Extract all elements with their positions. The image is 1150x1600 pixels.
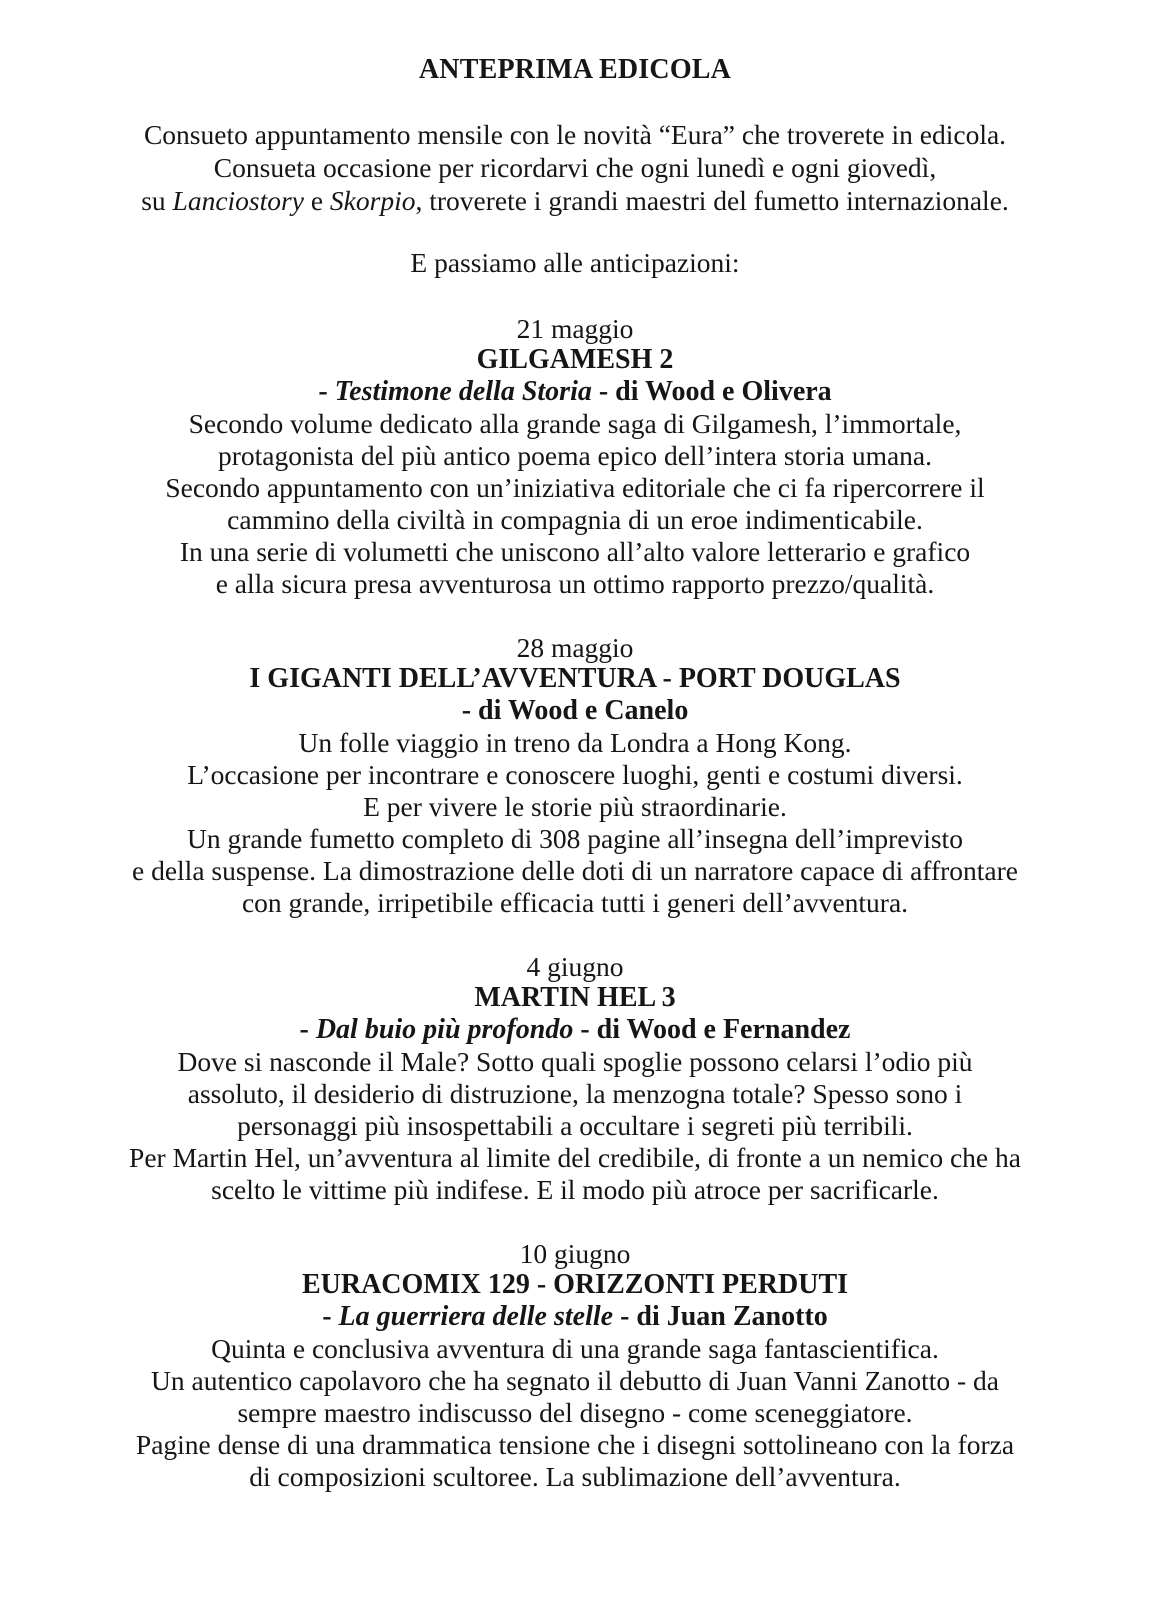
description-line: protagonista del più antico poema epico dell’intera storia umana. — [218, 440, 932, 471]
entry — [30, 313, 1120, 600]
description-line: Secondo appuntamento con un’iniziativa editoriale che ci fa ripercorrere il — [165, 472, 985, 503]
entry-subtitle — [30, 695, 1120, 727]
intro-line: Consueto appuntamento mensile con le novità “Eura” che troverete in edicola. — [143, 119, 1007, 150]
subtitle-authors: - di Wood e Olivera — [591, 376, 832, 407]
page-heading: ANTEPRIMA EDICOLA — [418, 54, 732, 85]
description-line: assoluto, il desiderio di distruzione, la menzogna totale? Spesso sono i — [187, 1078, 963, 1109]
entry-description — [30, 408, 1120, 600]
lead-line: E passiamo alle anticipazioni: — [410, 247, 740, 278]
intro-paragraph — [30, 118, 1120, 217]
description-line: Secondo volume dedicato alla grande saga di Gilgamesh, l’immortale, — [188, 408, 962, 439]
intro-line — [30, 184, 1120, 217]
subtitle-authors: - di Wood e Fernandez — [573, 1014, 851, 1045]
description-line: e alla sicura presa avventurosa un ottimo rapporto prezzo/qualità. — [215, 568, 935, 599]
entry-title: EURACOMIX 129 - ORIZZONTI PERDUTI — [301, 1269, 849, 1300]
description-line: e della suspense. La dimostrazione delle doti di un narratore capace di affrontare — [132, 855, 1018, 886]
description-line: personaggi più insospettabili a occultare i segreti più terribili. — [237, 1110, 913, 1141]
description-line: Un folle viaggio in treno da Londra a Hong Kong. — [298, 727, 852, 758]
description-line: scelto le vittime più indifese. E il modo più atroce per sacrificarle. — [211, 1174, 939, 1205]
description-line: sempre maestro indiscusso del disegno - come sceneggiatore. — [237, 1397, 913, 1428]
description-line: In una serie di volumetti che uniscono all’alto valore letterario e grafico — [179, 536, 971, 567]
description-line: E per vivere le storie più straordinarie. — [363, 791, 787, 822]
entry-date: 10 giugno — [519, 1238, 631, 1269]
magazine-name: Lanciostory — [172, 185, 304, 216]
magazine-name: Skorpio — [329, 185, 416, 216]
subtitle-prefix: - — [318, 376, 335, 407]
intro-text: su — [141, 185, 173, 216]
description-line: Pagine dense di una drammatica tensione che i disegni sottolineano con la forza — [135, 1429, 1015, 1460]
description-line: con grande, irripetibile efficacia tutti i generi dell’avventura. — [241, 887, 909, 918]
story-title: Dal buio più profondo — [315, 1014, 574, 1045]
subtitle-prefix: - — [299, 1014, 316, 1045]
entry-description — [30, 1046, 1120, 1206]
entry-date: 4 giugno — [526, 951, 624, 982]
entry-date: 28 maggio — [516, 632, 634, 663]
story-title: Testimone della Storia — [334, 376, 592, 407]
subtitle-authors: - di Wood e Canelo — [461, 695, 689, 726]
intro-line: Consueta occasione per ricordarvi che ogni lunedì e ogni giovedì, — [213, 152, 937, 183]
entry-date: 21 maggio — [516, 313, 634, 344]
subtitle-authors: - di Juan Zanotto — [613, 1301, 828, 1332]
entry-title: MARTIN HEL 3 — [474, 982, 676, 1013]
story-title: La guerriera delle stelle — [338, 1301, 614, 1332]
entry-title: GILGAMESH 2 — [476, 344, 674, 375]
entry-description — [30, 727, 1120, 919]
description-line: di composizioni scultoree. La sublimazione dell’avventura. — [249, 1461, 901, 1492]
entry-subtitle — [30, 1301, 1120, 1333]
entry-title: I GIGANTI DELL’AVVENTURA - PORT DOUGLAS — [249, 663, 901, 694]
description-line: Per Martin Hel, un’avventura al limite del credibile, di fronte a un nemico che ha — [129, 1142, 1021, 1173]
description-line: Quinta e conclusiva avventura di una grande saga fantascientifica. — [211, 1333, 939, 1364]
description-line: cammino della civiltà in compagnia di un eroe indimenticabile. — [227, 504, 923, 535]
intro-text: , troverete i grandi maestri del fumetto internazionale. — [415, 185, 1009, 216]
description-line: L’occasione per incontrare e conoscere luoghi, genti e costumi diversi. — [187, 759, 963, 790]
subtitle-prefix: - — [322, 1301, 339, 1332]
entry — [30, 632, 1120, 919]
description-line: Un autentico capolavoro che ha segnato il debutto di Juan Vanni Zanotto - da — [151, 1365, 999, 1396]
intro-text: e — [303, 185, 330, 216]
entry — [30, 951, 1120, 1206]
description-line: Un grande fumetto completo di 308 pagine all’insegna dell’imprevisto — [187, 823, 963, 854]
entry-subtitle — [30, 1014, 1120, 1046]
entry — [30, 1238, 1120, 1493]
entry-subtitle — [30, 376, 1120, 408]
description-line: Dove si nasconde il Male? Sotto quali spoglie possono celarsi l’odio più — [177, 1046, 973, 1077]
entries-list — [30, 313, 1120, 1493]
entry-description — [30, 1333, 1120, 1493]
